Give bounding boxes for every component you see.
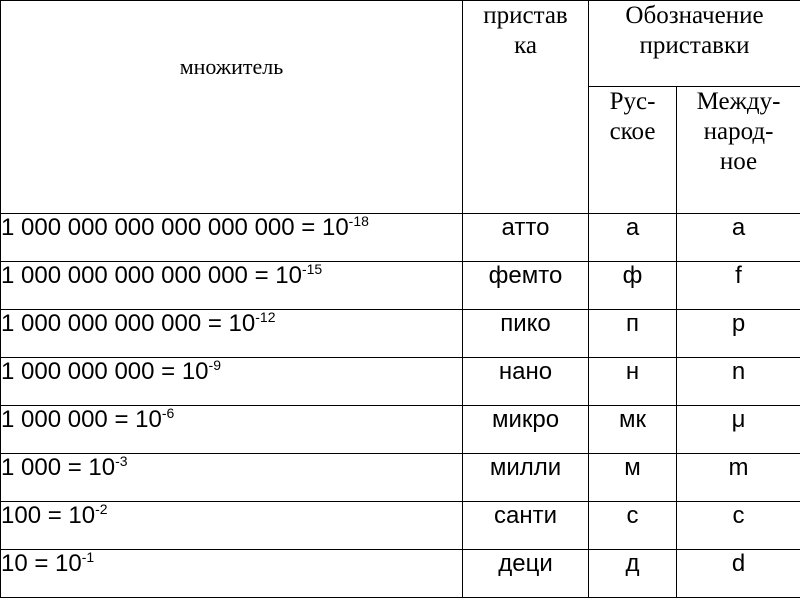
header-prefix-line2: ка [514,32,537,59]
header-designation-line2: приставки [639,32,750,59]
multiplier-value: 100 = 10 [1,502,96,529]
multiplier-value: 1 000 000 000 000 = 10 [1,310,256,337]
multiplier-value: 1 000 000 000 000 000 = 10 [1,262,302,289]
multiplier-cell [1,262,463,310]
international-symbol-cell: a [677,214,800,262]
table-row [1,406,800,454]
prefix-cell: микро [463,406,589,454]
table-row [1,454,800,502]
multiplier-exponent: -1 [81,549,95,565]
header-designation [589,1,800,87]
international-symbol-cell: m [677,454,800,502]
table-row [1,310,800,358]
table-row [1,358,800,406]
russian-symbol-cell: с [589,502,677,550]
multiplier-exponent: -18 [348,213,369,229]
international-symbol-cell: μ [677,406,800,454]
header-russian [589,87,677,214]
russian-symbol-cell: н [589,358,677,406]
prefix-cell: милли [463,454,589,502]
header-russian-line2: ское [609,118,656,145]
table-row [1,262,800,310]
header-international [677,87,800,214]
international-symbol-cell: c [677,502,800,550]
table-row [1,502,800,550]
multiplier-exponent: -3 [115,453,128,469]
multiplier-cell [1,310,463,358]
header-international-line3: ное [719,148,758,175]
prefix-cell: нано [463,358,589,406]
multiplier-exponent: -9 [208,357,221,373]
multiplier-cell [1,502,463,550]
russian-symbol-cell: мк [589,406,677,454]
prefix-cell: атто [463,214,589,262]
multiplier-cell [1,454,463,502]
russian-symbol-cell: п [589,310,677,358]
russian-symbol-cell: а [589,214,677,262]
header-russian-line1: Рус- [609,88,656,115]
header-prefix-line1: пристав [483,2,568,29]
table-row [1,550,800,598]
multiplier-value: 10 = 10 [1,550,82,577]
russian-symbol-cell: ф [589,262,677,310]
header-multiplier [1,1,463,214]
international-symbol-cell: p [677,310,800,358]
multiplier-cell [1,550,463,598]
russian-symbol-cell: м [589,454,677,502]
multiplier-exponent: -6 [161,405,175,421]
prefix-cell: санти [463,502,589,550]
prefix-cell: фемто [463,262,589,310]
multiplier-cell [1,214,463,262]
header-multiplier-text: множитель [179,54,284,79]
russian-symbol-cell: д [589,550,677,598]
multiplier-value: 1 000 000 000 = 10 [1,358,209,385]
prefix-cell: пико [463,310,589,358]
international-symbol-cell: f [677,262,800,310]
international-symbol-cell: n [677,358,800,406]
multiplier-value: 1 000 = 10 [1,454,116,481]
header-prefix [463,1,589,214]
international-symbol-cell: d [677,550,800,598]
multiplier-exponent: -15 [301,261,323,277]
header-international-line2: народ- [703,118,774,145]
header-designation-line1: Обозначение [625,2,764,29]
multiplier-exponent: -12 [255,309,276,325]
multiplier-cell [1,358,463,406]
multiplier-cell [1,406,463,454]
multiplier-value: 1 000 000 = 10 [1,406,162,433]
prefix-cell: деци [463,550,589,598]
header-row-top [1,1,800,87]
table-row [1,214,800,262]
multiplier-exponent: -2 [95,501,108,517]
multiplier-value: 1 000 000 000 000 000 000 = 10 [1,214,349,241]
header-international-line1: Между- [696,88,781,115]
